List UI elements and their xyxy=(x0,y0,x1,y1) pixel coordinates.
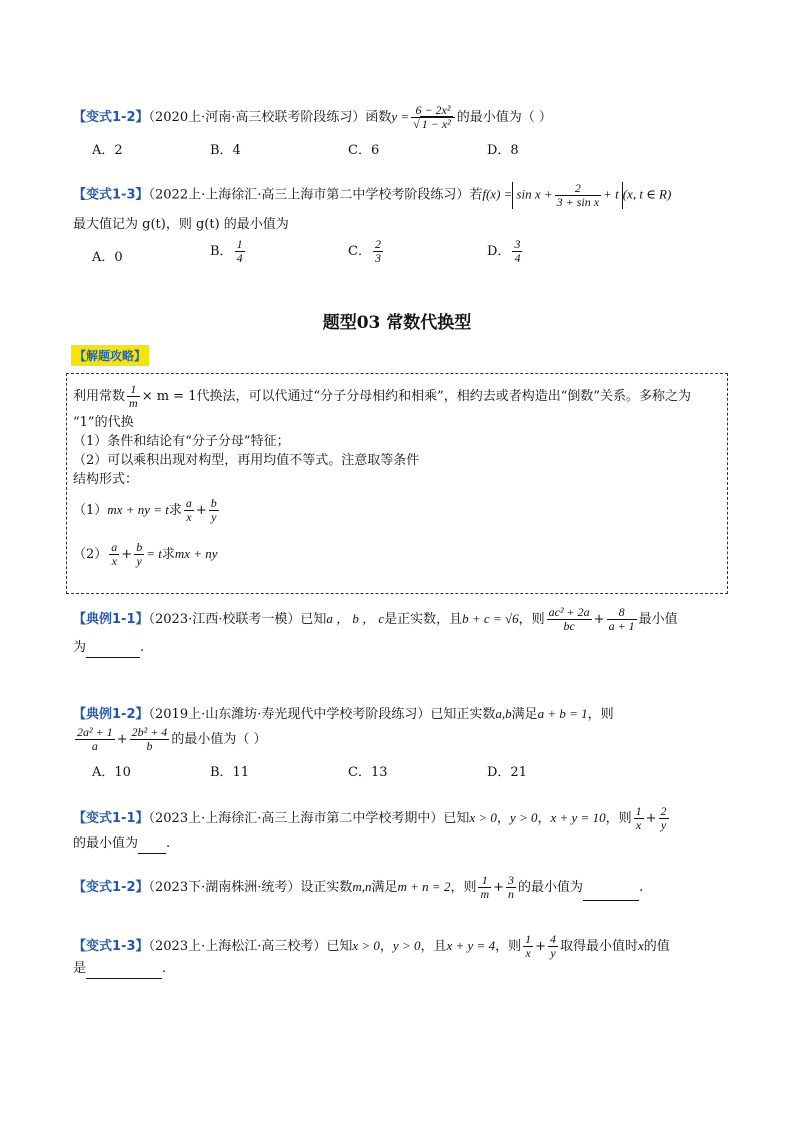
strategy-badge: 【解题攻略】 xyxy=(71,345,149,366)
absolute-value-expression: sin x + $\frac{2}{\text{3 + sin x}}$ + t xyxy=(512,182,622,209)
example-1-2-line2: $\frac{\text{2a² + 1}}{a}$ + $\frac{\text{2b² + 4}}{b}$ 的最小值为（ ） xyxy=(77,725,267,753)
domain: (x, t ∈ R) xyxy=(622,186,672,202)
variant-1-3-line2: 最大值记为 g(t)，则 g(t) 的最小值为 xyxy=(73,217,289,232)
option-b: B． $\frac{1}{4}$ xyxy=(210,237,243,265)
option-a: A．10 xyxy=(92,765,131,780)
strategy-line-2: “1”的代换 xyxy=(73,415,134,430)
option-d: D．8 xyxy=(487,143,519,158)
question-tail: 的最小值为（ ） xyxy=(456,110,552,125)
answer-blank[interactable] xyxy=(86,964,162,979)
strategy-line-3: （1）条件和结论有“分子分母”特征； xyxy=(73,434,290,449)
variant-1-3-question xyxy=(73,182,671,209)
question-tag: 【变式1-3】 xyxy=(73,187,149,203)
function-lhs: y = xyxy=(391,109,410,124)
question-tag: 【变式1-3】 xyxy=(73,939,149,954)
function-lhs: f(x) = xyxy=(482,186,513,202)
option-d: D．21 xyxy=(487,765,527,780)
variant-1-2-question xyxy=(73,104,552,131)
variant-1-3b-question: 【变式1-3】（2023上·上海松江·高三校考）已知x > 0，y > 0，且x + y = 4，则 $\frac{1}{x}$ + $\frac{4}{y}$ 取得最小值时x的值 xyxy=(73,932,670,960)
answer-blank[interactable] xyxy=(138,839,166,854)
option-b: B．11 xyxy=(210,765,250,780)
variant-1-3b-line2: 是 . xyxy=(73,959,166,979)
strategy-line-6: （1）mx + ny = t求 $\frac{a}{x}$ + $\frac{b}{y}$ xyxy=(73,496,217,524)
question-tag: 【典例1-2】 xyxy=(73,707,149,722)
strategy-line-7: （2） $\frac{a}{x}$ + $\frac{b}{y}$ = t求mx + ny xyxy=(73,540,218,568)
example-1-1-question: 【典例1-1】（2023·江西·校联考一模）已知a ， b ， c是正实数，且b + c = √6，则 $\frac{\text{ac² + 2a}}{bc}$ + $\frac{8}{a + 1}$ 最小值 xyxy=(73,605,678,633)
option-a: A．2 xyxy=(92,143,123,158)
option-c: C．13 xyxy=(348,765,388,780)
question-tag: 【典例1-1】 xyxy=(73,612,149,627)
option-b: B．4 xyxy=(210,143,241,158)
question-tag: 【变式1-2】 xyxy=(73,880,149,895)
option-c: C． $\frac{2}{3}$ xyxy=(348,237,381,265)
question-tag: 【变式1-1】 xyxy=(73,811,149,826)
section-title: 题型03 常数代换型 xyxy=(322,313,472,333)
strategy-line-5: 结构形式： xyxy=(73,472,139,487)
question-source: （2020上·河南·高三校联考阶段练习）函数 xyxy=(148,110,392,125)
option-c: C．6 xyxy=(348,143,380,158)
option-d: D． $\frac{3}{4}$ xyxy=(487,237,521,265)
variant-1-1-question: 【变式1-1】（2023上·上海徐汇·高三上海市第二中学校考期中）已知x > 0，y > 0，x + y = 10，则 $\frac{1}{x}$ + $\frac{2}{y}$ xyxy=(73,804,667,832)
question-tag: 【变式1-2】 xyxy=(73,110,149,125)
example-1-1-line2: 为 . xyxy=(73,638,144,658)
variant-1-2b-question: 【变式1-2】（2023下·湖南株洲·统考）设正实数m,n满足m + n = 2，则 $\frac{1}{m}$ + $\frac{3}{n}$ 的最小值为 . xyxy=(73,873,644,901)
function-fraction: $\frac{\text{6 − 2x²}}{\text{√ 1 − x²}}$ xyxy=(411,104,455,131)
example-1-2-question: 【典例1-2】（2019上·山东潍坊·寿光现代中学校考阶段练习）已知正实数a,b满足a + b = 1，则 xyxy=(73,706,614,722)
variant-1-1-line2: 的最小值为 . xyxy=(73,834,170,854)
answer-blank[interactable] xyxy=(583,886,639,901)
strategy-line-1: 利用常数 $\frac{1}{m}$ × m = 1代换法，可以代通过“分子分母相约和相乘”，相约去或者构造出“倒数”关系。多称之为 xyxy=(73,382,692,410)
question-source: （2022上·上海徐汇·高三上海市第二中学校考阶段练习）若 xyxy=(148,187,483,203)
option-a: A．0 xyxy=(92,250,123,265)
strategy-line-4: （2）可以乘积出现对构型，再用均值不等式。注意取等条件 xyxy=(73,453,420,468)
answer-blank[interactable] xyxy=(86,643,140,658)
